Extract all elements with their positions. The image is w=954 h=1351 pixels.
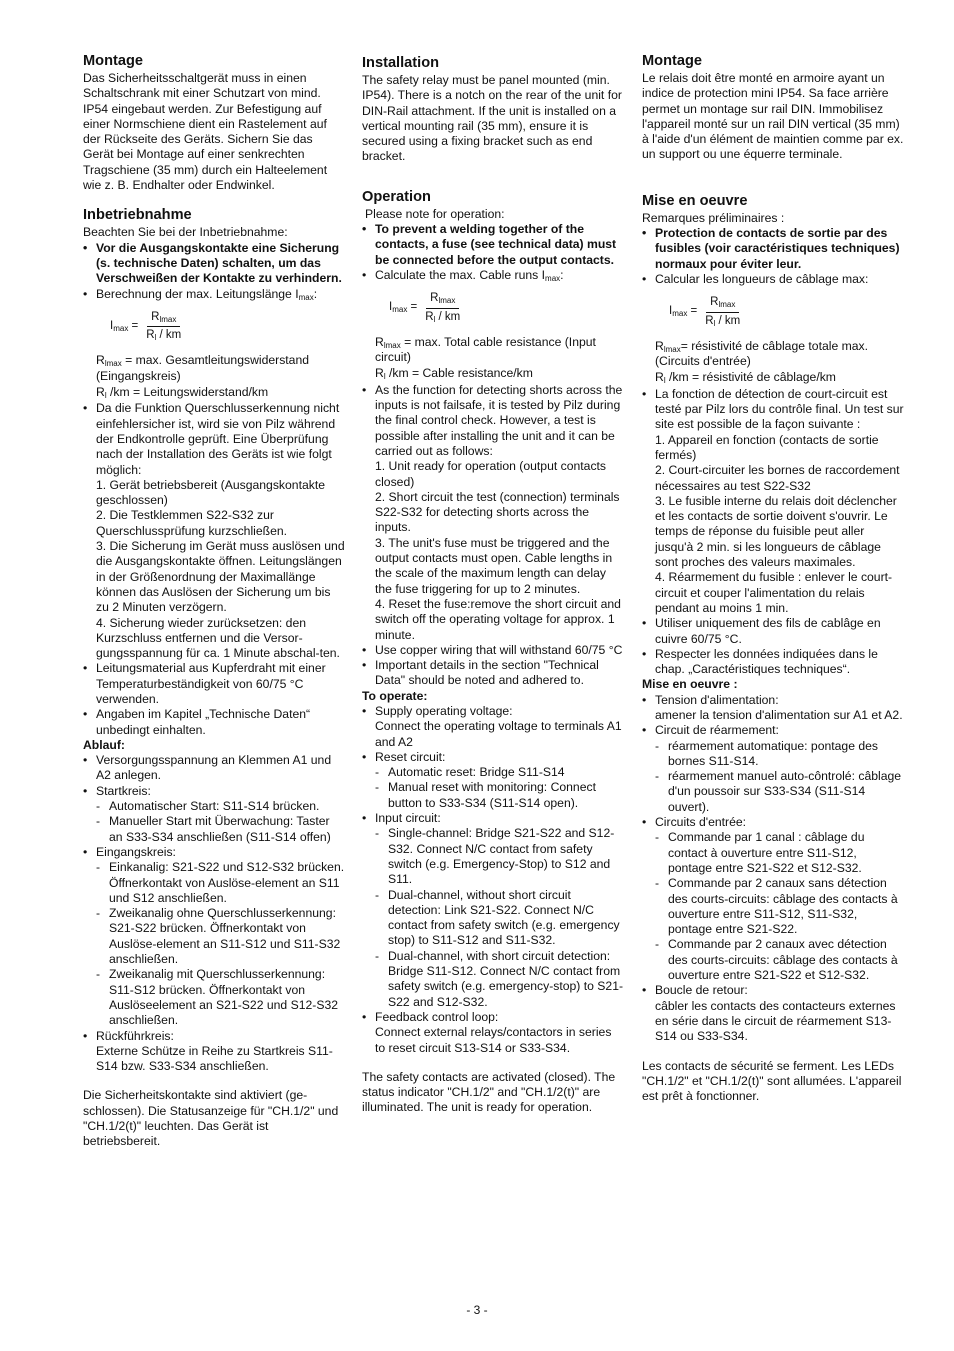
list-item: • Respecter les données indiquées dans le chap. „Caractéristiques techniques“. xyxy=(642,647,904,678)
section-title: Montage xyxy=(83,53,143,69)
list-item: • Important details in the section "Technical Data" should be noted and adhered to. xyxy=(362,658,624,689)
intro-text: Beachten Sie bei der Inbetriebnahme: xyxy=(83,225,288,240)
list-item: • Use copper wiring that will withstand 60/75 °C xyxy=(362,643,624,658)
list-item: • Calcular les longueurs de câblage max: $I_{max}$ = $\frac{R_{lmax}}{R_l / km}$ $R_{lmax}=$ résistivité de câblage totale max. (Circuits d'entrée) $R_l$ /km = résistivité de câblage/km xyxy=(642,272,904,386)
list-item: • As the function for detecting shorts across the inputs is not failsafe, it is tested by Pilz during the final control check. However, a test is possible after installing the unit and it can be carried out as follows: 1. Unit ready for operation (output contacts closed) 2. Short circuit the test (connection) terminals S22-S32 for detecting shorts across the inputs. 3. The unit's fuse must be triggered and the output contacts must open. Cable lengths in the scale of the maximum length can delay the fuse triggering for up to 2 minutes. 4. Reset the fuse:remove the short circuit and switch off the operating voltage for approx. 1 minute. xyxy=(362,383,624,643)
list-item: - Dual-channel, with short circuit detection: Bridge S11-S12. Connect N/C contact from safety switch (e.g. emergency-stop) to S21-S22 and S12-S32. xyxy=(375,949,624,1010)
list-item: • Reset circuit: - Automatic reset: Bridge S11-S14 - Manual reset with monitoring: Connect button to S33-S34 (S11-S14 open). xyxy=(362,750,624,811)
formula: $I_{max}$ = $\frac{R_{lmax}}{R_l / km}$ xyxy=(110,310,345,344)
bullet-list xyxy=(362,222,624,689)
bullet-list xyxy=(83,753,345,1074)
list-item: • Input circuit: - Single-channel: Bridge S21-S22 and S12-S32. Connect N/C contact from safety switch (e.g. Emergency-Stop) to S12 and S11. - Dual-channel, without short circuit detection: Link S21-S22. Connect N/C contact from safety switch (e.g. emergency stop) to S11-S12 and S11-S32. - Dual-channel, with short circuit detection: Bridge S11-S12. Connect N/C contact from safety switch (e.g. emergency-stop) to S21-S22 and S12-S32. xyxy=(362,811,624,1010)
list-item: - réarmement automatique: pontage des bornes S11-S14. xyxy=(655,739,904,770)
closing-paragraph: The safety contacts are activated (closed). The status indicator "CH.1/2" and "CH.1/2(t)" are illuminated. The unit is ready for operation. xyxy=(362,1069,616,1115)
list-item: • Startkreis: - Automatischer Start: S11-S14 brücken. - Manueller Start mit Überwachung: Taster an S33-S34 anschließen (S11-S14 offen) xyxy=(83,784,345,845)
section-mise-en-oeuvre xyxy=(642,193,904,1105)
definition: $R_{lmax} = \max$. Total cable resistance (Input circuit) xyxy=(375,334,596,365)
definition: $R_l$ /km = Cable resistance/km xyxy=(375,366,533,382)
subheading: Mise en oeuvre : xyxy=(642,677,738,692)
list-item: • Circuits d'entrée: - Commande par 1 canal : câblage du contact à ouverture entre S11-S12, pontage entre S21-S22 et S12-S32. - Commande par 2 canaux sans détection des courts-circuits: câblage des contacts à ouverture entre S11-S12, S11-S32, pontage entre S21-S22. - Commande par 2 canaux avec détection des courts-circuits: câblage des contacts à ouverture entre S21-S22 et S12-S32. xyxy=(642,815,904,983)
section-montage-fr xyxy=(642,53,904,163)
intro-text: Remarques préliminaires : xyxy=(642,210,785,225)
column-french xyxy=(642,53,904,1104)
section-montage-de xyxy=(83,53,345,193)
list-item: • Berechnung der max. Leitungslänge $I_{max}$: $I_{max}$ = $\frac{R_{lmax}}{R_l / km}$ $R_{lmax} = \max$. Gesamtleitungswiderstand (Eingangskreis) $R_l$ /km = Leitungswiderstand/km xyxy=(83,287,345,401)
list-item: • Tension d'alimentation: amener la tension d'alimentation sur A1 et A2. xyxy=(642,693,904,724)
fraction: $\frac{R_{lmax}}{R_l / km}$ xyxy=(425,292,461,324)
closing-paragraph: Les contacts de sécurité se ferment. Les LEDs "CH.1/2" et "CH.1/2(t)" sont allumées. L'appareil est prêt à fonctionner. xyxy=(642,1058,902,1104)
list-item: - Commande par 2 canaux avec détection des courts-circuits: câblage des contacts à ouverture entre S21-S22 et S12-S32. xyxy=(655,937,904,983)
list-item: - Manueller Start mit Überwachung: Taster an S33-S34 anschließen (S11-S14 offen) xyxy=(96,814,345,845)
section-title: Mise en oeuvre xyxy=(642,192,748,209)
bullet-list xyxy=(642,226,904,677)
list-item: • To prevent a welding together of the contacts, a fuse (see technical data) must be connected before the output contacts. xyxy=(362,222,624,268)
bullet-list xyxy=(83,241,345,738)
column-english xyxy=(362,55,624,1116)
section-operation xyxy=(362,189,624,1116)
list-item: - Manual reset with monitoring: Connect button to S33-S34 (S11-S14 open). xyxy=(375,780,624,811)
section-title: Installation xyxy=(362,55,440,71)
list-item: - Zweikanalig mit Querschlusserkennung: S11-S12 brücken. Öffnerkontakt von Auslöseelement an S21-S22 und S12-S32 anschließen. xyxy=(96,967,345,1028)
section-title: Operation xyxy=(362,188,431,205)
section-title: Inbetriebnahme xyxy=(83,207,192,224)
list-item: • La fonction de détection de court-circuit est testé par Pilz lors du contrôle final. Un test sur site est possible de la façon suivante : 1. Appareil en fonction (contacts de sortie fermés) 2. Court-circuiter les bornes de raccordement nécessaires au test S22-S32 3. Le fusible interne du relais doit déclencher et les contacts de sortie doivent s'ouvrir. Le temps de réponse du fuisible peut aller jusqu'à 2 min. si les longueurs de câblage sont proches des valeurs maximales. 4. Réarmement du fusible : enlever le court-circuit et couper l'alimentation du relais pendant au moins 1 min. xyxy=(642,387,904,616)
section-installation xyxy=(362,55,624,165)
bullet-list xyxy=(642,693,904,1045)
list-item: • Da die Funktion Querschlusserkennung nicht einfehlersicher ist, wird sie von Pilz während der Endkontrolle geprüft. Eine Überprüfung nach der Installation des Geräts ist wie folgt möglich: 1. Gerät betriebsbereit (Ausgangskontakte geschlossen) 2. Die Testklemmen S22-S32 zur Querschlussprüfung kurzschließen. 3. Die Sicherung im Gerät muss auslösen und die Ausgangskontakte öffnen. Leitungslängen in der Größenordnung der Maximallänge können das Auslösen der Sicherung um bis zu 2 Minuten verzögern. 4. Sicherung wieder zurücksetzen: den Kurzschluss entfernen und die Versor-gungsspannung für ca. 1 Minute abschal-ten. xyxy=(83,401,345,661)
paragraph: The safety relay must be panel mounted (min. IP54). There is a notch on the rear of the unit for DIN-Rail attachment. If the unit is installed on a vertical mounting rail (35 mm), ensure it is secured using a fixing bracket such as end bracket. xyxy=(362,73,622,164)
bullet-list xyxy=(362,704,624,1056)
formula: $I_{max}$ = $\frac{R_{lmax}}{R_l / km}$ xyxy=(669,295,904,329)
list-item: • Utiliser uniquement des fils de cablâge en cuivre 60/75 °C. xyxy=(642,616,904,647)
subheading: To operate: xyxy=(362,688,428,703)
list-item: - Single-channel: Bridge S21-S22 and S12-S32. Connect N/C contact from safety switch (e.g. Emergency-Stop) to S12 and S11. xyxy=(375,826,624,887)
intro-text: Please note for operation: xyxy=(365,206,505,221)
closing-paragraph: Die Sicherheitskontakte sind aktiviert (ge-schlossen). Die Statusanzeige für "CH.1/2" und "CH.1/2(t)" leuchten. Das Gerät ist betriebsbereit. xyxy=(83,1088,339,1149)
list-item: • Eingangskreis: - Einkanalig: S21-S22 und S12-S32 brücken. Öffnerkontakt von Auslöse-element an S11 und S12 anschließen. - Zweikanalig ohne Querschlusserkennung: S21-S22 brücken. Öffnerkontakt von Auslöse-element an S11-S12 und S11-S32 anschließen. - Zweikanalig mit Querschlusserkennung: S11-S12 brücken. Öffnerkontakt von Auslöseelement an S21-S22 und S12-S32 anschließen. xyxy=(83,845,345,1029)
list-item: • Protection de contacts de sortie par des fusibles (voir caractéristiques techniques) normaux pour éviter leur. xyxy=(642,226,904,272)
section-inbetriebnahme xyxy=(83,207,345,1149)
paragraph: Das Sicherheitsschaltgerät muss in einen Schaltschrank mit einer Schutzart von mind. IP54 eingebaut werden. Zur Befestigung auf einer Normschiene dient ein Rastelement auf der Rückseite des Geräts. Sichern Sie das Gerät bei Montage auf einer senkrechten Tragschiene (35 mm) durch ein Halteelement wie z. B. Endhalter oder Endwinkel. xyxy=(83,71,328,193)
list-item: • Angaben im Kapitel „Technische Daten“ unbedingt einhalten. xyxy=(83,707,345,738)
list-item: - Zweikanalig ohne Querschlusserkennung: S21-S22 brücken. Öffnerkontakt von Auslöse-element an S11-S12 und S11-S32 anschließen. xyxy=(96,906,345,967)
fraction: $\frac{R_{lmax}}{R_l / km}$ xyxy=(705,296,741,328)
paragraph: Le relais doit être monté en armoire ayant un indice de protection mini IP54. Sa face arrière permet un montage sur rail DIN. Immobilisez l'appareil monté sur un rail DIN vertical (35 mm) à l'aide d'un élément de maintien comme par ex. un support ou une équerre terminale. xyxy=(642,71,904,162)
list-item: - Commande par 1 canal : câblage du contact à ouverture entre S11-S12, pontage entre S21-S22 et S12-S32. xyxy=(655,830,904,876)
section-title: Montage xyxy=(642,53,702,69)
subheading: Ablauf: xyxy=(83,737,125,752)
list-item: • Calculate the max. Cable runs $I_{max}$: $I_{max}$ = $\frac{R_{lmax}}{R_l / km}$ $R_{lmax} = \max$. Total cable resistance (Input circuit) $R_l$ /km = Cable resistance/km xyxy=(362,268,624,382)
column-german xyxy=(83,53,345,1150)
list-item: - Commande par 2 canaux sans détection des courts-circuits: câblage des contacts à ouverture entre S11-S12, S11-S32, pontage entre S21-S22. xyxy=(655,876,904,937)
list-item: - Dual-channel, without short circuit detection: Link S21-S22. Connect N/C contact from safety switch (e.g. emergency stop) to S11-S12 and S11-S32. xyxy=(375,888,624,949)
list-item: - Automatic reset: Bridge S11-S14 xyxy=(375,765,624,780)
list-item: • Feedback control loop: Connect external relays/contactors in series to reset circuit S13-S14 or S33-S34. xyxy=(362,1010,624,1056)
page-number: - 3 - xyxy=(466,1303,488,1317)
list-item: • Boucle de retour: câbler les contacts des contacteurs externes en série dans le circuit de réarmement S13-S14 ou S33-S34. xyxy=(642,983,904,1044)
fraction: $\frac{R_{lmax}}{R_l / km}$ xyxy=(146,310,182,343)
definition: $R_{lmax}=$ résistivité de câblage totale max. (Circuits d'entrée) xyxy=(655,338,869,369)
definition: $R_{lmax} = \max$. Gesamtleitungswiderstand (Eingangskreis) xyxy=(96,353,310,383)
list-item: • Vor die Ausgangskontakte eine Sicherung (s. technische Daten) schalten, um das Verschweißen der Kontakte zu verhindern. xyxy=(83,241,345,287)
list-item: - réarmement manuel auto-côntrolé: câblage d'un poussoir sur S33-S34 (S11-S14 ouvert). xyxy=(655,769,904,815)
list-item: - Automatischer Start: S11-S14 brücken. xyxy=(96,799,345,814)
list-item: • Supply operating voltage: Connect the operating voltage to terminals A1 and A2 xyxy=(362,704,624,750)
formula: $I_{max}$ = $\frac{R_{lmax}}{R_l / km}$ xyxy=(389,291,624,325)
list-item: • Rückführkreis: Externe Schütze in Reihe zu Startkreis S11-S14 bzw. S33-S34 anschließen. xyxy=(83,1029,345,1075)
definition: $R_l$ /km = Leitungswiderstand/km xyxy=(96,385,269,401)
list-item: • Leitungsmaterial aus Kupferdraht mit einer Temperaturbeständigkeit von 60/75 °C verwenden. xyxy=(83,661,345,707)
list-item: - Einkanalig: S21-S22 und S12-S32 brücken. Öffnerkontakt von Auslöse-element an S11 und S12 anschließen. xyxy=(96,860,345,906)
list-item: • Versorgungsspannung an Klemmen A1 und A2 anlegen. xyxy=(83,753,345,784)
definition: $R_l$ /km = résistivité de câblage/km xyxy=(655,370,836,386)
list-item: • Circuit de réarmement: - réarmement automatique: pontage des bornes S11-S14. - réarmement manuel auto-côntrolé: câblage d'un poussoir sur S33-S34 (S11-S14 ouvert). xyxy=(642,723,904,815)
